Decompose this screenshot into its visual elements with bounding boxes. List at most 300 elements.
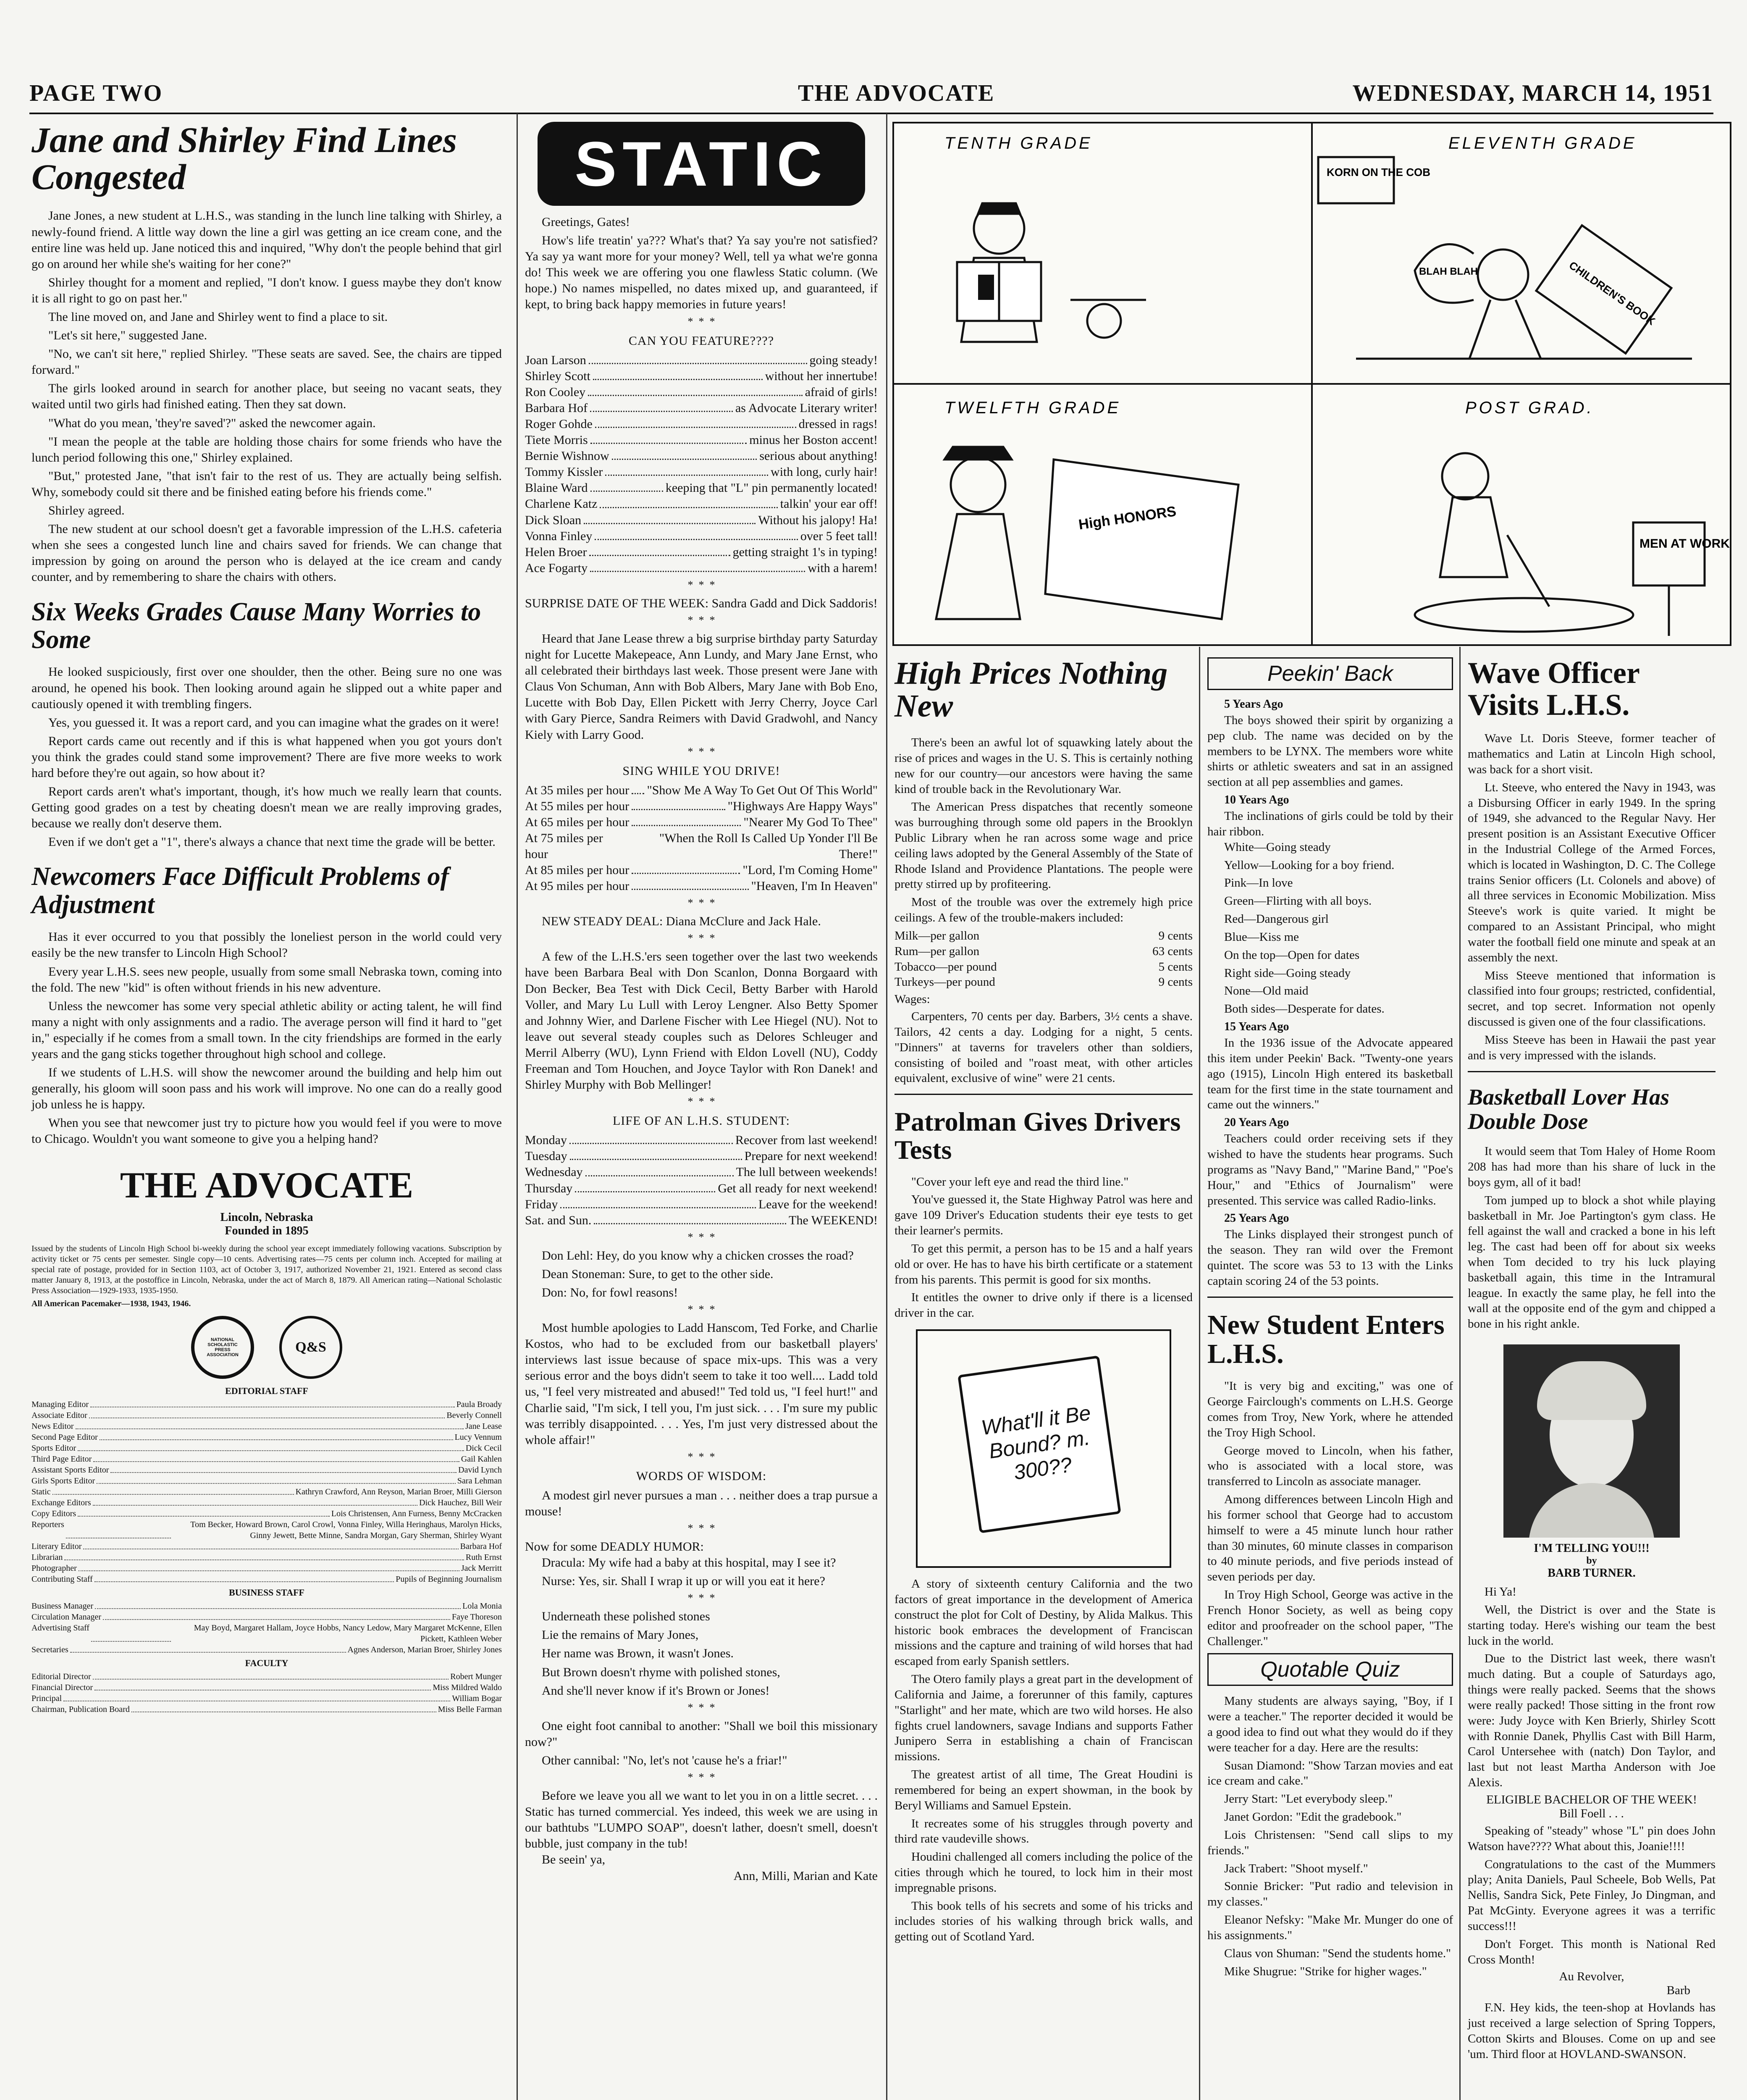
- korn-sign: KORN ON THE COB: [1327, 166, 1430, 178]
- static-seeya: Be seein' ya,: [542, 1853, 606, 1867]
- list-row: [31, 1541, 502, 1552]
- tenth-grade-student: [957, 203, 1146, 342]
- separator-stars: * * *: [687, 1095, 715, 1108]
- paragraph: Well, the District is over and the State is starting today. Here's wishing our team the best luck in the world.: [1468, 1603, 1716, 1648]
- peekin-back-heading: Peekin' Back: [1207, 657, 1453, 690]
- row-value: Pupils of Beginning Journalism: [396, 1574, 502, 1584]
- row-label: Monday: [525, 1133, 567, 1147]
- paragraph: "Cover your left eye and read the third line.": [911, 1175, 1129, 1189]
- bachelor-heading: ELIGIBLE BACHELOR OF THE WEEK!: [1486, 1793, 1697, 1806]
- leader-dots: [78, 1443, 464, 1451]
- row-value: Robert Munger: [450, 1672, 502, 1681]
- leader-dots: [110, 1465, 456, 1473]
- paragraph: Congratulations to the cast of the Mummers play; Anita Daniels, Paul Scheele, Bob Wells, Pat Nellis, Sandra Sick, Pete Finley, Jo Dingman, and Pat McGinty. Everyone agrees it was a terrific success!!!: [1468, 1857, 1716, 1933]
- paragraph: George moved to Lincoln, when his father, who is associated with a local store, was transferred to Lincoln as associate manager.: [1207, 1444, 1453, 1488]
- row-value: keeping that "L" pin permanently located!: [665, 481, 878, 495]
- editorial-staff-list: [31, 1399, 502, 1585]
- paragraph: A story of sixteenth century California and the two factors of great importance in the development of America construct the plot for Colt of Destiny, by Alida Malkus. This historic book embraces the development of Franciscan missions and the capture and training of wild horses that had escaped from early Spanish settlers.: [894, 1577, 1193, 1668]
- year-10: 10 Years Ago: [1224, 793, 1289, 807]
- paragraph: Both sides—Desperate for dates.: [1224, 1002, 1385, 1016]
- static-logo-text: STATIC: [574, 128, 828, 199]
- leader-dots: [93, 1671, 449, 1680]
- row-label: Assistant Sports Editor: [31, 1465, 109, 1475]
- advocate-notice: Issued by the students of Lincoln High School bi-weekly during the school year except immediately following vacations. Subscription by activity ticket or 75 cents per semester. Single copy—10 cents. Advertising rates—75 cents per column inch. Accepted for mailing at special rate of postage, provided for in Section 1103, act of October 3, 1917, authorized November 21, 1921. Entered as second class matter January 8, 1913, at the postoffice in Lincoln, Nebraska, under the act of March 8, 1879. All American rating—National Scholastic Press Association—1929-1933, 1935-1950.: [31, 1244, 502, 1295]
- separator-stars: * * *: [687, 745, 715, 758]
- row-label: Helen Broer: [525, 545, 587, 559]
- paragraph: "I mean the people at the table are holding those chairs for some friends who have the lunch period following this one," Shirley explained.: [31, 434, 502, 465]
- blah-bubble: BLAH BLAH: [1419, 266, 1478, 277]
- paragraph: Lie the remains of Mary Jones,: [542, 1628, 699, 1642]
- row-value: without her innertube!: [765, 369, 878, 383]
- row-value: Gail Kahlen: [461, 1454, 502, 1464]
- issue-date: WEDNESDAY, MARCH 14, 1951: [1352, 80, 1713, 106]
- row-label: Shirley Scott: [525, 369, 590, 383]
- paragraph: Don Lehl: Hey, do you know why a chicken crosses the road?: [542, 1248, 854, 1263]
- business-staff-list: [31, 1601, 502, 1655]
- row-label: Second Page Editor: [31, 1432, 98, 1442]
- list-row: [31, 1519, 502, 1541]
- row-value: Miss Belle Farman: [438, 1704, 502, 1714]
- row-label: Barbara Hof: [525, 401, 588, 415]
- list-row: [31, 1454, 502, 1465]
- list-row: [31, 1508, 502, 1519]
- row-label: Exchange Editors: [31, 1498, 91, 1507]
- row-label: News Editor: [31, 1421, 74, 1431]
- peekin-25-text: The Links displayed their strongest punch of the season. They ran wild over the Fremont quintet. The score was 53 to 13 with the Links captain scoring 24 of the 53 points.: [1207, 1228, 1453, 1288]
- row-value: The lull between weekends!: [736, 1165, 878, 1179]
- quill-scroll-seal: Q&S: [279, 1316, 342, 1379]
- list-row: [31, 1601, 502, 1612]
- list-row: [31, 1704, 502, 1715]
- paragraph: Dracula: My wife had a baby at this hospital, may I see it?: [542, 1556, 836, 1570]
- list-row: [525, 1213, 878, 1228]
- paragraph: The Otero family plays a great part in the development of California and Jaime, a forerunner of this family, captures "Starlight" and her mate, which are two wild horses. He also fights cruel landowners, savage Indians and supports Father Junipero Serra in establishing a chain of Franciscan missions.: [894, 1672, 1193, 1764]
- paragraph: Unless the newcomer has some very special athletic ability or acting talent, he will find many a night with only assignments and a radio. The average person will find it hard to "get in," especially if he comes from a small town. In the city friendships are formed in the early years and the gang sticks together throughout high school and college.: [31, 999, 502, 1061]
- separator-stars: * * *: [687, 1592, 715, 1604]
- party-item: Heard that Jane Lease threw a big surprise birthday party Saturday night for Lucette Makepeace, Ann Lundy, and Mary Jane Ernst, who all celebrated their birthdays last week. Those present were Jane with Claus Von Schuman, Ann with Bob Albers, Mary Jane with Bob Eno, Lucette with Bob Day, Ellen Pickett with Jerry Cherry, Joyce Carl with Gary Pierce, Sandra Reimers with David Gradwohl, and Nancy Kiely with Larry Good.: [525, 631, 878, 742]
- wages-label: Wages:: [894, 992, 930, 1006]
- leader-dots: [64, 1552, 464, 1560]
- advocate-founded: Founded in 1895: [225, 1224, 309, 1237]
- column-text: [1468, 1584, 1716, 1790]
- row-value: Leave for the weekend!: [758, 1197, 878, 1211]
- article-grades-worries: [31, 664, 502, 850]
- men-at-work-sign: MEN AT WORK: [1639, 537, 1730, 551]
- ribbon-list: [1207, 840, 1453, 1017]
- leader-dots: [95, 1601, 461, 1609]
- press-association-seal: NATIONAL SCHOLASTIC PRESS ASSOCIATION: [191, 1316, 254, 1379]
- row-label: At 85 miles per hour: [525, 863, 630, 877]
- row-label: Photographer: [31, 1563, 77, 1573]
- row-label: Tuesday: [525, 1149, 567, 1163]
- column-divider: [886, 113, 887, 2100]
- leader-dots: [575, 1181, 715, 1192]
- paragraph: Among differences between Lincoln High and his former school that George had to accustom himself to were a 45 minute lunch hour rather than 30 minutes, 60 minute classes in comparison to 40 minute periods, and five periods instead of seven periods per day.: [1207, 1493, 1453, 1584]
- row-label: Static: [31, 1487, 51, 1496]
- row-label: Business Manager: [31, 1601, 94, 1611]
- row-value: over 5 feet tall!: [800, 529, 878, 543]
- row-label: Financial Director: [31, 1683, 93, 1692]
- paragraph: Report cards came out recently and if this is what happened when you got yours don't you think the grades could stand some improvement? There are five more weeks to work hard before they're out again, so how about it?: [31, 734, 502, 780]
- row-label: At 95 miles per hour: [525, 879, 630, 893]
- childrens-book-sign: CHILDREN'S BOOK: [1566, 259, 1658, 328]
- paragraph: Every year L.H.S. sees new people, usually from some small Nebraska town, coming into the fold. The new "kid" is often without friends in his new adventure.: [31, 964, 502, 995]
- list-row: [31, 1552, 502, 1563]
- wisdom-heading: WORDS OF WISDOM:: [636, 1469, 767, 1483]
- paragraph: Pink—In love: [1224, 876, 1293, 890]
- list-row: [525, 432, 878, 448]
- paragraph: The new student at our school doesn't get a favorable impression of the L.H.S. cafeteria when she sees a congested lunch line and chairs saved for friends. We can change that impression by going on around the person who is delayed at the ice cream and candy counter, and by remembering to share the chairs with others.: [31, 522, 502, 584]
- section-rule: [894, 1094, 1193, 1095]
- row-label: At 55 miles per hour: [525, 799, 630, 813]
- paragraph: "What do you mean, 'they're saved'?" asked the newcomer again.: [48, 416, 376, 430]
- row-value: Miss Mildred Waldo: [433, 1683, 502, 1692]
- editorial-staff-heading: EDITORIAL STAFF: [225, 1385, 308, 1396]
- leader-dots: [590, 480, 663, 492]
- list-row: [525, 878, 878, 894]
- row-value: talkin' your ear off!: [780, 497, 878, 511]
- leader-dots: [97, 1475, 456, 1484]
- paragraph: Susan Diamond: "Show Tarzan movies and eat ice cream and cake.": [1207, 1759, 1453, 1788]
- list-row: [31, 1475, 502, 1486]
- static-signature: Ann, Milli, Marian and Kate: [733, 1869, 878, 1883]
- row-label: Managing Editor: [31, 1399, 89, 1409]
- separator-stars: * * *: [687, 932, 715, 945]
- row-label: Sat. and Sun.: [525, 1213, 592, 1227]
- row-value: minus her Boston accent!: [749, 433, 878, 447]
- paragraph: Many students are always saying, "Boy, if I were a teacher." The reporter decided it would be a good idea to find out what they would do if they were teacher for a day. Here are the results:: [1207, 1694, 1453, 1754]
- paragraph: Report cards aren't what's important, though, it's how much we really learn that counts. Getting good grades on a test by cheating doesn't mean we are really improving grades, because we really don't deserve them.: [31, 785, 502, 831]
- paragraph: Jane Jones, a new student at L.H.S., was standing in the lunch line talking with Shirley, a newly-found friend. A little way down the line a girl was getting an ice cream cone, and the entire line was held up. Jane noticed this and inquired, "Why don't the people behind that girl go on around her while she's waiting for her cone?": [31, 209, 502, 271]
- separator-stars: * * *: [687, 1303, 715, 1316]
- article-wave-officer: [1468, 731, 1716, 1063]
- leader-dots: [632, 814, 741, 826]
- peekin-5-text: [1207, 713, 1453, 790]
- paragraph: To get this permit, a person has to be 15 and a half years old or over. He has to have his birth certificate or a statement from his parents. This permit is good for six months.: [894, 1242, 1193, 1286]
- paragraph: Yes, you guessed it. It was a report card, and you can imagine what the grades on it were!: [48, 715, 500, 730]
- list-row: [31, 1693, 502, 1704]
- surprise-date: SURPRISE DATE OF THE WEEK: Sandra Gadd and Dick Saddoris!: [525, 596, 878, 610]
- leader-dots: [100, 1432, 453, 1440]
- static-outro: Before we leave you all we want to let you in on a little secret. . . . Static has turned commercial. Yes indeed, this week we are using in our bathtubs "LUMPO SOAP", doesn't lather, doesn't smell, doesn't bubble, just company in the tub!: [525, 1789, 878, 1851]
- paragraph: Green—Flirting with all boys.: [1224, 894, 1372, 908]
- paragraph: Even if we don't get a "1", there's always a chance that next time the grade will be better.: [48, 835, 496, 849]
- paragraph: Shirley agreed.: [48, 504, 125, 518]
- row-value: William Bogar: [452, 1693, 502, 1703]
- humor-heading: Now for some DEADLY HUMOR:: [525, 1540, 704, 1554]
- paragraph: The girls looked around in search for another place, but seeing no vacant seats, they waited until two girls had finished eating. Then they sat down.: [31, 381, 502, 412]
- leader-dots: [93, 1454, 459, 1462]
- headline-basketball-lover: Basketball Lover Has Double Dose: [1468, 1084, 1669, 1134]
- row-value: Dick Hauchez, Bill Weir: [419, 1498, 502, 1507]
- row-value: Prepare for next weekend!: [744, 1149, 878, 1163]
- leader-dots: [63, 1693, 450, 1701]
- row-value: "Nearer My God To Thee": [743, 815, 878, 829]
- leader-dots: [589, 544, 730, 556]
- separator-stars: * * *: [687, 1771, 715, 1784]
- paragraph: You've guessed it, the State Highway Patrol was here and gave 109 Driver's Education students their eye tests to get their learner's permits.: [894, 1193, 1193, 1238]
- leader-dots: [93, 1497, 418, 1506]
- list-row: [525, 1197, 878, 1213]
- leader-dots: [594, 1213, 786, 1224]
- row-label: Literary Editor: [31, 1541, 82, 1551]
- list-row: [525, 368, 878, 384]
- column-text-2: [1468, 1823, 1716, 1967]
- row-value: 63 cents: [1152, 944, 1193, 958]
- row-value: Lola Monia: [462, 1601, 502, 1611]
- row-value: Paula Broady: [456, 1399, 502, 1409]
- leader-dots: [90, 1399, 455, 1407]
- article-lines-congested: [31, 208, 502, 585]
- row-value: "Lord, I'm Coming Home": [742, 863, 878, 877]
- list-row: [31, 1486, 502, 1497]
- row-value: "Show Me A Way To Get Out Of This World": [647, 783, 878, 797]
- paragraph: Shirley thought for a moment and replied, "I don't know. I guess maybe they don't know it is all right to go on past her.": [31, 275, 502, 305]
- row-value: Get all ready for next weekend!: [718, 1181, 878, 1195]
- row-label: At 35 miles per hour: [525, 783, 630, 797]
- paragraph: There's been an awful lot of squawking lately about the rise of prices and wages in the U. S. This is certainly nothing new for our country—our ancestors were having the same kind of trouble back in the Revolutionary War.: [894, 736, 1193, 796]
- bachelor-name: Bill Foell . . .: [1559, 1806, 1624, 1820]
- row-label: Chairman, Publication Board: [31, 1704, 130, 1714]
- illustration-book-cover: What'll it Be Bound? m. 300??: [957, 1355, 1121, 1533]
- row-label: Dick Sloan: [525, 513, 582, 527]
- list-row: [31, 1682, 502, 1693]
- list-row: [525, 480, 878, 496]
- paragraph: But Brown doesn't rhyme with polished stones,: [542, 1665, 780, 1679]
- list-row: [525, 862, 878, 878]
- column-5: [1468, 653, 1716, 2062]
- sing-heading: SING WHILE YOU DRIVE!: [622, 764, 780, 778]
- advocate-nameplate: THE ADVOCATE: [120, 1165, 414, 1206]
- paragraph: The boys showed their spirit by organizing a pep club. The name was decided on by the members to be LYNX. The members wore white shirts or athletic sweaters and sat in an assigned section at all pep assemblies and games.: [1207, 714, 1453, 789]
- row-value: Barbara Hof: [460, 1541, 502, 1551]
- leader-dots: [600, 496, 777, 508]
- list-row: [525, 798, 878, 814]
- row-label: Associate Editor: [31, 1410, 87, 1420]
- list-row: [525, 512, 878, 528]
- paragraph: He looked suspiciously, first over one shoulder, then the other. Being sure no one was around, he opened his book. Then looking around again he slipped out a white paper and cautiously opened it with trembling fingers.: [31, 665, 502, 711]
- leader-dots: [569, 1132, 733, 1144]
- paragraph: Claus von Shuman: "Send the students home.": [1224, 1946, 1451, 1960]
- leader-dots: [83, 1541, 458, 1549]
- paragraph: Mike Shugrue: "Strike for higher wages.": [1224, 1964, 1427, 1978]
- row-label: Advertising Staff: [31, 1623, 89, 1633]
- column-title: I'M TELLING YOU!!!: [1534, 1542, 1650, 1555]
- paragraph: On the top—Open for dates: [1224, 948, 1360, 962]
- paragraph: Miss Steeve mentioned that information is classified into four groups; restricted, confidential, secret, and top secret. Information not openly discussed is given one of the four classifications.: [1468, 969, 1716, 1029]
- headline-grades-worries: Six Weeks Grades Cause Many Worries to Some: [31, 597, 481, 654]
- leader-dots: [91, 1622, 171, 1642]
- masthead: [29, 80, 1713, 109]
- wisdom-item: A modest girl never pursues a man . . . neither does a trap pursue a mouse!: [525, 1488, 878, 1518]
- row-value: "Highways Are Happy Ways": [727, 799, 878, 813]
- leader-dots: [595, 528, 798, 540]
- list-row: [525, 496, 878, 512]
- row-label: Turkeys—per pound: [894, 975, 995, 989]
- row-value: going steady!: [809, 353, 878, 367]
- article-quotable-quiz: [1207, 1693, 1453, 1979]
- row-value: with long, curly hair!: [771, 465, 878, 479]
- separator-stars: * * *: [687, 1701, 715, 1714]
- paper-name: THE ADVOCATE: [798, 80, 995, 106]
- paragraph: This book tells of his secrets and some of his tricks and includes stories of his walking through brick walls, and getting out of Scotland Yard.: [894, 1899, 1193, 1944]
- honors-sign: High HONORS: [1077, 503, 1178, 533]
- book-art: [978, 275, 994, 300]
- leader-dots: [584, 512, 755, 524]
- row-label: Blaine Ward: [525, 481, 588, 495]
- list-row: [31, 1574, 502, 1585]
- row-label: Milk—per gallon: [894, 929, 980, 942]
- list-row: [894, 944, 1193, 959]
- row-label: Sports Editor: [31, 1443, 76, 1453]
- list-row: [31, 1671, 502, 1682]
- row-value: David Lynch: [458, 1465, 502, 1475]
- row-label: Wednesday: [525, 1165, 583, 1179]
- static-logo: [538, 122, 865, 206]
- paragraph: "But," protested Jane, "that isn't fair to the rest of us. They are actually being selfish. Why, somebody could sit there and be finished eating before his friends come.": [31, 469, 502, 499]
- row-label: Thursday: [525, 1181, 573, 1195]
- article-books: [894, 1576, 1193, 1945]
- column-4: [1207, 653, 1453, 1982]
- row-value: Dick Cecil: [465, 1443, 502, 1453]
- separator-stars: * * *: [687, 897, 715, 909]
- twelfth-grade-student: [936, 447, 1238, 619]
- paragraph: In Troy High School, George was active in the French Honor Society, as well as being copy editor and proofreader on the school paper, "The Challenger.": [1207, 1588, 1453, 1648]
- leader-dots: [560, 1197, 756, 1208]
- headline-lines-congested: Jane and Shirley Find Lines Congested: [31, 120, 457, 197]
- cartoon-drawing: [894, 123, 1730, 644]
- paragraph: Yellow—Looking for a boy friend.: [1224, 858, 1395, 872]
- paragraph: Sonnie Bricker: "Put radio and television in my classes.": [1207, 1880, 1453, 1909]
- paragraph: The line moved on, and Jane and Shirley went to find a place to sit.: [48, 310, 388, 324]
- separator-stars: * * *: [687, 1522, 715, 1534]
- row-value: with a harem!: [808, 561, 878, 575]
- paragraph: Has it ever occurred to you that possibly the loneliest person in the world could very easily be the new transfer to Lincoln High School?: [31, 930, 502, 960]
- row-label: Bernie Wishnow: [525, 449, 609, 463]
- row-label: Librarian: [31, 1552, 63, 1562]
- list-row: [525, 560, 878, 576]
- section-rule: [1468, 1071, 1716, 1072]
- row-label: Friday: [525, 1197, 558, 1211]
- column-2-static: [525, 118, 878, 1884]
- row-value: Tom Becker, Howard Brown, Carol Crowl, Vonna Finley, Willa Heringhaus, Marolyn Hicks, Ginny Jewett, Bette Minne, Sandra Morgan, Gary Sherman, Shirley Wyant: [190, 1520, 502, 1540]
- separator-stars: * * *: [687, 315, 715, 328]
- leader-dots: [66, 1519, 171, 1538]
- list-row: [525, 464, 878, 480]
- paragraph: Jerry Start: "Let everybody sleep.": [1224, 1792, 1393, 1806]
- leader-dots: [94, 1574, 394, 1582]
- column-signature: Barb: [1666, 1984, 1690, 1998]
- row-value: dressed in rags!: [798, 417, 878, 431]
- column-divider: [517, 113, 518, 2100]
- leader-dots: [52, 1486, 294, 1495]
- quotable-quiz-heading: Quotable Quiz: [1207, 1653, 1453, 1686]
- separator-stars: * * *: [687, 1450, 715, 1463]
- separator-stars: * * *: [687, 1231, 715, 1243]
- paragraph: It entitles the owner to drive only if there is a licensed driver in the car.: [894, 1291, 1193, 1320]
- cannibal-joke: [525, 1718, 878, 1769]
- list-row: [525, 352, 878, 368]
- headline-patrolman: Patrolman Gives Drivers Tests: [894, 1107, 1181, 1165]
- paragraph: One eight foot cannibal to another: "Shall we boil this missionary now?": [525, 1719, 878, 1749]
- row-value: afraid of girls!: [805, 385, 878, 399]
- paragraph: The American Press dispatches that recently someone was burroughing through some old papers in the Brooklyn Public Library when he ran across some wage and price ceiling laws adopted by the General Assembly of the State of Rhode Island and Providence Plantations. The people were pretty stirred up by profiteering.: [894, 800, 1193, 891]
- list-row: [525, 448, 878, 464]
- row-value: 9 cents: [1158, 929, 1193, 942]
- paragraph: Houdini challenged all comers including the police of the cities through which he toured, to lock him in their most impregnable prisons.: [894, 1850, 1193, 1895]
- paragraph: Nurse: Yes, sir. Shall I wrap it up or will you eat it here?: [542, 1574, 825, 1588]
- steady-deal: NEW STEADY DEAL: Diana McClure and Jack Hale.: [542, 914, 821, 929]
- row-label: Tommy Kissler: [525, 465, 603, 479]
- paragraph: When you see that newcomer just try to picture how you would feel if you were to move to Chicago. Wouldn't you want someone to give you a helping hand?: [31, 1116, 502, 1146]
- paragraph: Jack Trabert: "Shoot myself.": [1224, 1861, 1368, 1875]
- headline-wave-officer: Wave Officer Visits L.H.S.: [1468, 656, 1639, 722]
- separator-stars: * * *: [687, 578, 715, 591]
- row-value: Ruth Ernst: [465, 1552, 502, 1562]
- leader-dots: [79, 1563, 459, 1571]
- can-you-feature-heading: CAN YOU FEATURE????: [628, 333, 774, 348]
- column-divider: [1459, 647, 1461, 2100]
- leader-dots: [589, 352, 807, 364]
- panel-label-twelfth: TWELFTH GRADE: [944, 399, 1121, 417]
- row-label: Copy Editors: [31, 1509, 76, 1518]
- leader-dots: [585, 1164, 734, 1176]
- paragraph: "It is very big and exciting," was one of George Fairclough's comments on L.H.S. George comes from Troy, New York, where he attended the Troy High School.: [1207, 1379, 1453, 1439]
- paragraph: "Let's sit here," suggested Jane.: [48, 328, 207, 343]
- leader-dots: [94, 1682, 431, 1690]
- paragraph: Eleanor Nefsky: "Make Mr. Munger do one of his assignments.": [1207, 1913, 1453, 1942]
- list-row: [525, 1148, 878, 1164]
- row-label: Roger Gohde: [525, 417, 593, 431]
- paragraph: It recreates some of his struggles through poverty and third rate vaudeville shows.: [894, 1816, 1193, 1846]
- page-number: PAGE TWO: [29, 80, 163, 106]
- leader-dots: [131, 1704, 436, 1712]
- row-value: Beverly Connell: [446, 1410, 502, 1420]
- paragraph: Wave Lt. Doris Steeve, former teacher of mathematics and Latin at Lincoln High school, was back for a short visit.: [1468, 732, 1716, 776]
- paragraph: Dean Stoneman: Sure, to get to the other side.: [542, 1267, 774, 1281]
- column-by: by: [1586, 1555, 1597, 1567]
- row-value: 9 cents: [1158, 975, 1193, 989]
- row-value: serious about anything!: [759, 449, 878, 463]
- couples-item: A few of the L.H.S.'ers seen together over the last two weekends have been Barbara Beal with Don Scanlon, Donna Borgaard with Don Becker, Bea Test with Dick Cecil, Betty Barber with Harold Voller, and Mary Lu Lull with Leroy Lengner. Also Betty Spomer and Johnny Wier, and Darlene Fischer with Lee Hiegel (NU). Not to leave out several steady couples such as Delores Schleuger and Merril Alberry (WU), Lynn Friend with Eldon Lovell (NU), Coddy Freeman and Tom Houchen, and Joyce Taylor with Ron Danek! and Shirley Murphy with Bob Mellinger!: [525, 950, 878, 1092]
- row-label: Principal: [31, 1693, 62, 1703]
- row-value: Jack Merritt: [461, 1563, 502, 1573]
- column-1: [31, 118, 502, 1715]
- wages-list: Carpenters, 70 cents per day. Barbers, 3½ cents a shave. Tailors, 42 cents a day. Lodging for a night, 5 cents. "Dinners" at taverns for travelers other than soldiers, consisting of boiled and "roast meat, with other articles equivalent, exclusive of wine" were 21 cents.: [894, 1010, 1193, 1085]
- row-label: At 65 miles per hour: [525, 815, 630, 829]
- row-value: May Boyd, Margaret Hallam, Joyce Hobbs, Nancy Ledow, Mary Margaret McKenne, Ellen Pickett, Kathleen Weber: [194, 1623, 502, 1643]
- year-5: 5 Years Ago: [1224, 698, 1283, 711]
- paragraph: The greatest artist of all time, The Great Houdini is remembered for being an expert showman, in the book by Beryl Williams and Samuel Epstein.: [894, 1768, 1193, 1812]
- panel-label-eleventh: ELEVENTH GRADE: [1448, 134, 1637, 152]
- row-value: Lois Christensen, Ann Furness, Benny McCracken: [331, 1509, 502, 1518]
- row-value: Without his jalopy! Ha!: [758, 513, 878, 527]
- faculty-list: [31, 1671, 502, 1715]
- section-rule: [1207, 1297, 1453, 1298]
- paragraph: Most of the trouble was over the extremely high price ceilings. A few of the trouble-makers included:: [894, 895, 1193, 925]
- list-row: [525, 544, 878, 560]
- year-15: 15 Years Ago: [1224, 1020, 1289, 1034]
- business-staff-heading: BUSINESS STAFF: [229, 1587, 304, 1598]
- row-value: getting straight 1's in typing!: [732, 545, 878, 559]
- list-row: [525, 384, 878, 400]
- leader-dots: [612, 448, 757, 460]
- row-value: Sara Lehman: [457, 1476, 502, 1486]
- list-row: [894, 974, 1193, 990]
- paragraph: White—Going steady: [1224, 840, 1331, 854]
- paragraph: Underneath these polished stones: [542, 1609, 710, 1624]
- poem: [525, 1609, 878, 1698]
